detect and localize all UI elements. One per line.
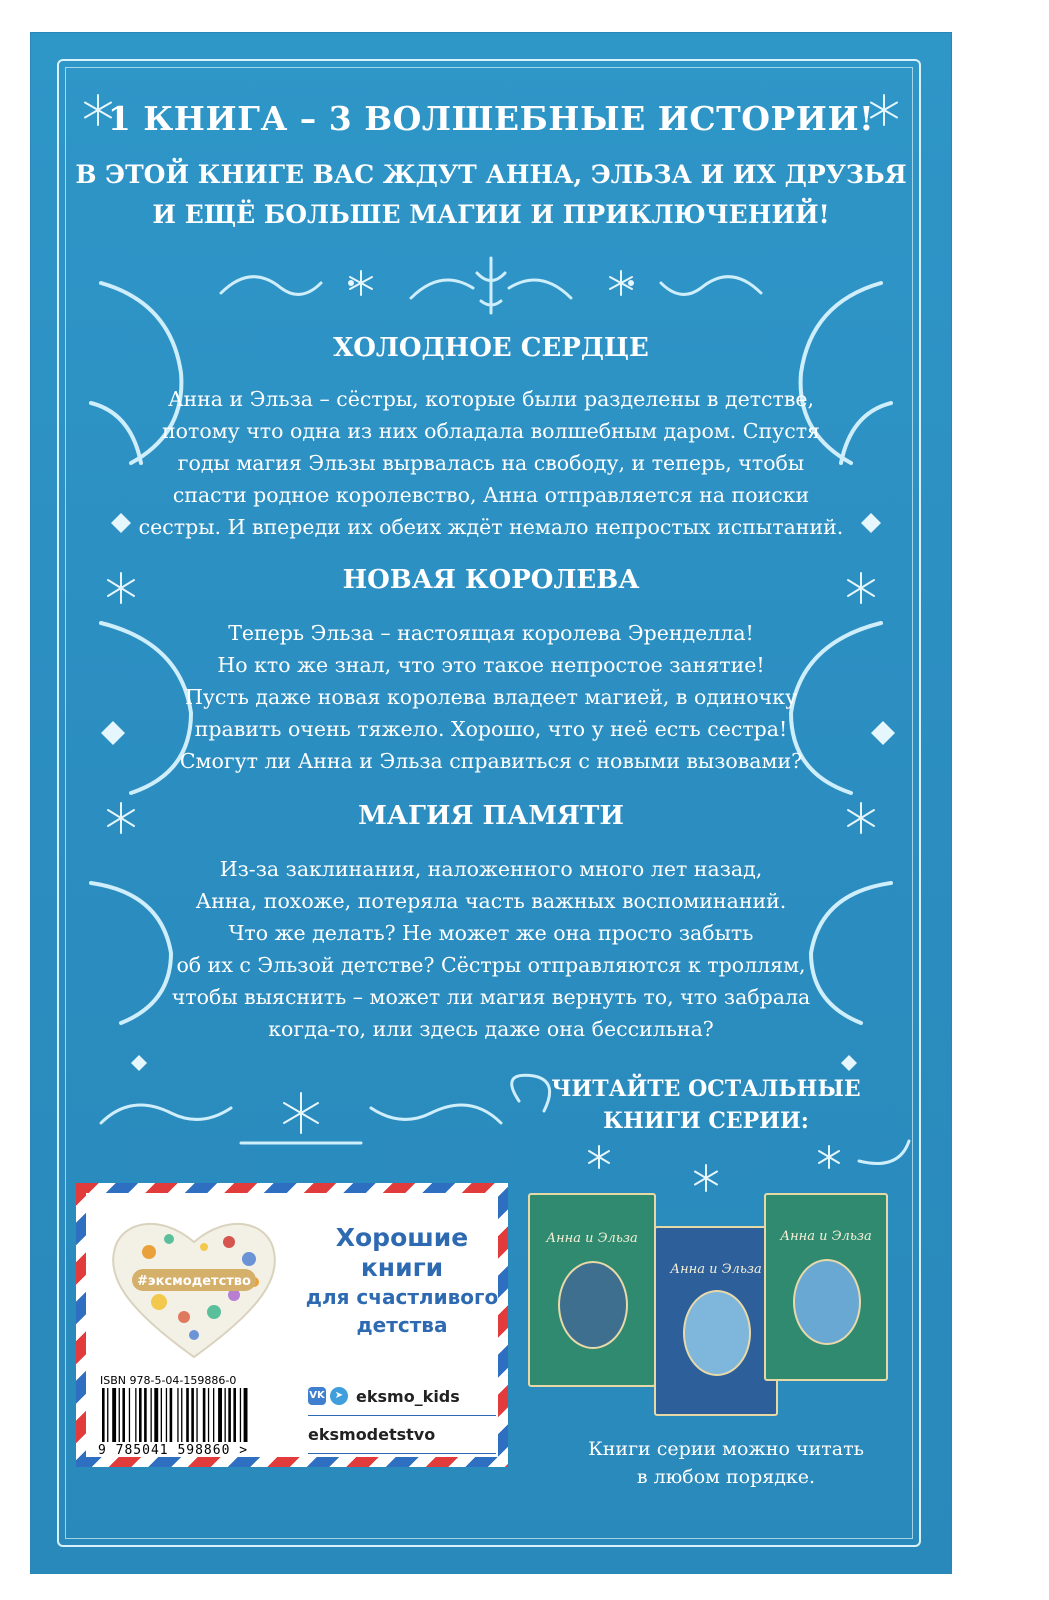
barcode-bar	[144, 1388, 147, 1442]
text-line: годы магия Эльзы вырвалась на свободу, и теперь, чтобы	[177, 451, 805, 475]
barcode-bar	[122, 1388, 125, 1442]
text-line: Смогут ли Анна и Эльза справиться с новыми вызовами?	[179, 749, 803, 773]
text-line: спасти родное королевство, Анна отправляется на поиски	[172, 483, 810, 507]
publisher-slogan	[304, 1223, 500, 1339]
telegram-icon: ➤	[330, 1387, 348, 1405]
series-note	[531, 1435, 921, 1491]
text-line: сестры. И впереди их обеих ждёт немало непростых испытаний.	[138, 515, 844, 539]
text-line: Анна, похоже, потеряла часть важных воспоминаний.	[195, 889, 787, 913]
barcode-bar	[161, 1388, 162, 1442]
isbn-text: ISBN 978-5-04-159886-0	[100, 1374, 237, 1387]
heart-tag: #эксмодетство	[137, 1274, 251, 1289]
barcode-bar	[139, 1388, 142, 1442]
slogan-line: Хорошие	[335, 1223, 469, 1252]
section-title: ХОЛОДНОЕ СЕРДЦЕ	[333, 333, 649, 363]
section-text	[111, 383, 871, 543]
social-handle: eksmo_kids	[356, 1386, 460, 1406]
text-line: Теперь Эльза – настоящая королева Эренделла!	[228, 621, 754, 645]
slogan-line: для счастливого	[305, 1285, 499, 1309]
read-more-heading	[536, 1073, 876, 1137]
slogan-line: детства	[356, 1313, 448, 1337]
text-line: править очень тяжело. Хорошо, что у неё есть сестра!	[194, 717, 788, 741]
publisher-card	[76, 1183, 508, 1467]
barcode-bar	[112, 1388, 116, 1442]
barcode-bar	[233, 1388, 236, 1442]
read-more-line: КНИГИ СЕРИИ:	[603, 1108, 809, 1134]
frost-ornament-top	[211, 243, 771, 323]
barcode-bar	[186, 1388, 189, 1442]
barcode-bar	[196, 1388, 197, 1442]
barcode-bar	[166, 1388, 167, 1442]
divider	[308, 1453, 496, 1454]
frost-ornament-bottom	[91, 1073, 511, 1153]
text-line: Но кто же знал, что это такое непростое занятие!	[217, 653, 765, 677]
vk-icon: VK	[308, 1387, 326, 1405]
read-more-line: ЧИТАЙТЕ ОСТАЛЬНЫЕ	[551, 1076, 861, 1102]
barcode-bar	[208, 1388, 209, 1442]
barcode-bar	[213, 1388, 214, 1442]
section-text	[111, 617, 871, 777]
social-links	[308, 1379, 498, 1451]
barcode-number: 9 785041 598860 >	[98, 1443, 249, 1458]
text-line: потому что одна из них обладала волшебным даром. Спустя	[162, 419, 820, 443]
barcode-bar	[135, 1388, 136, 1442]
barcode-bar	[244, 1388, 248, 1442]
book-portrait	[558, 1261, 628, 1349]
headline: 1 КНИГА – 3 ВОЛШЕБНЫЕ ИСТОРИИ!	[107, 99, 875, 138]
social-row[interactable]	[308, 1379, 498, 1413]
barcode-bar	[225, 1388, 226, 1442]
text-line: чтобы выяснить – может ли магия вернуть то, что забрала	[171, 985, 811, 1009]
section-text	[111, 853, 871, 1045]
barcode-bar	[181, 1388, 182, 1442]
snowflake-icon	[691, 1163, 721, 1193]
divider	[308, 1415, 496, 1416]
subheadline-line: В ЭТОЙ КНИГЕ ВАС ЖДУТ АННА, ЭЛЬЗА И ИХ ДРУЗЬЯ	[75, 160, 907, 189]
text-line: Пусть даже новая королева владеет магией, в одиночку	[184, 685, 798, 709]
subheadline	[31, 155, 951, 235]
barcode-bar	[102, 1388, 105, 1442]
note-line: Книги серии можно читать	[588, 1438, 864, 1460]
barcode-bar	[240, 1388, 241, 1442]
site-row[interactable]	[308, 1417, 498, 1451]
series-book-3	[764, 1193, 888, 1381]
book-title: Анна и Эльза	[780, 1229, 872, 1244]
heart-logo	[104, 1207, 284, 1367]
section-title: МАГИЯ ПАМЯТИ	[358, 801, 624, 831]
slogan-line: книги	[360, 1253, 444, 1282]
book-portrait	[793, 1259, 861, 1345]
barcode-bar	[203, 1388, 206, 1442]
barcode-bar	[218, 1388, 222, 1442]
barcode-bar	[191, 1388, 194, 1442]
site-handle: eksmodetstvo	[308, 1424, 436, 1444]
barcode-bar	[154, 1388, 158, 1442]
text-line: Из-за заклинания, наложенного много лет назад,	[219, 857, 763, 881]
series-book-2	[654, 1226, 778, 1416]
series-book-1	[528, 1193, 656, 1387]
card-body	[86, 1193, 498, 1457]
barcode-bar	[151, 1388, 152, 1442]
text-line: Анна и Эльза – сёстры, которые были разделены в детстве,	[167, 387, 815, 411]
barcode	[100, 1388, 296, 1442]
subheadline-line: И ЕЩЁ БОЛЬШЕ МАГИИ И ПРИКЛЮЧЕНИЙ!	[152, 200, 830, 229]
book-back-cover	[31, 33, 951, 1573]
barcode-bar	[177, 1388, 178, 1442]
book-title: Анна и Эльза	[546, 1231, 638, 1246]
barcode-bar	[119, 1388, 120, 1442]
barcode-bar	[129, 1388, 130, 1442]
text-line: когда-то, или здесь даже она бессильна?	[268, 1017, 714, 1041]
text-line: об их с Эльзой детстве? Сёстры отправляются к троллям,	[176, 953, 806, 977]
section-title: НОВАЯ КОРОЛЕВА	[342, 565, 640, 595]
book-title: Анна и Эльза	[670, 1262, 762, 1277]
book-portrait	[683, 1290, 751, 1376]
note-line: в любом порядке.	[636, 1466, 816, 1488]
barcode-bar	[170, 1388, 173, 1442]
barcode-bar	[228, 1388, 231, 1442]
barcode-bar	[107, 1388, 108, 1442]
text-line: Что же делать? Не может же она просто забыть	[228, 921, 754, 945]
